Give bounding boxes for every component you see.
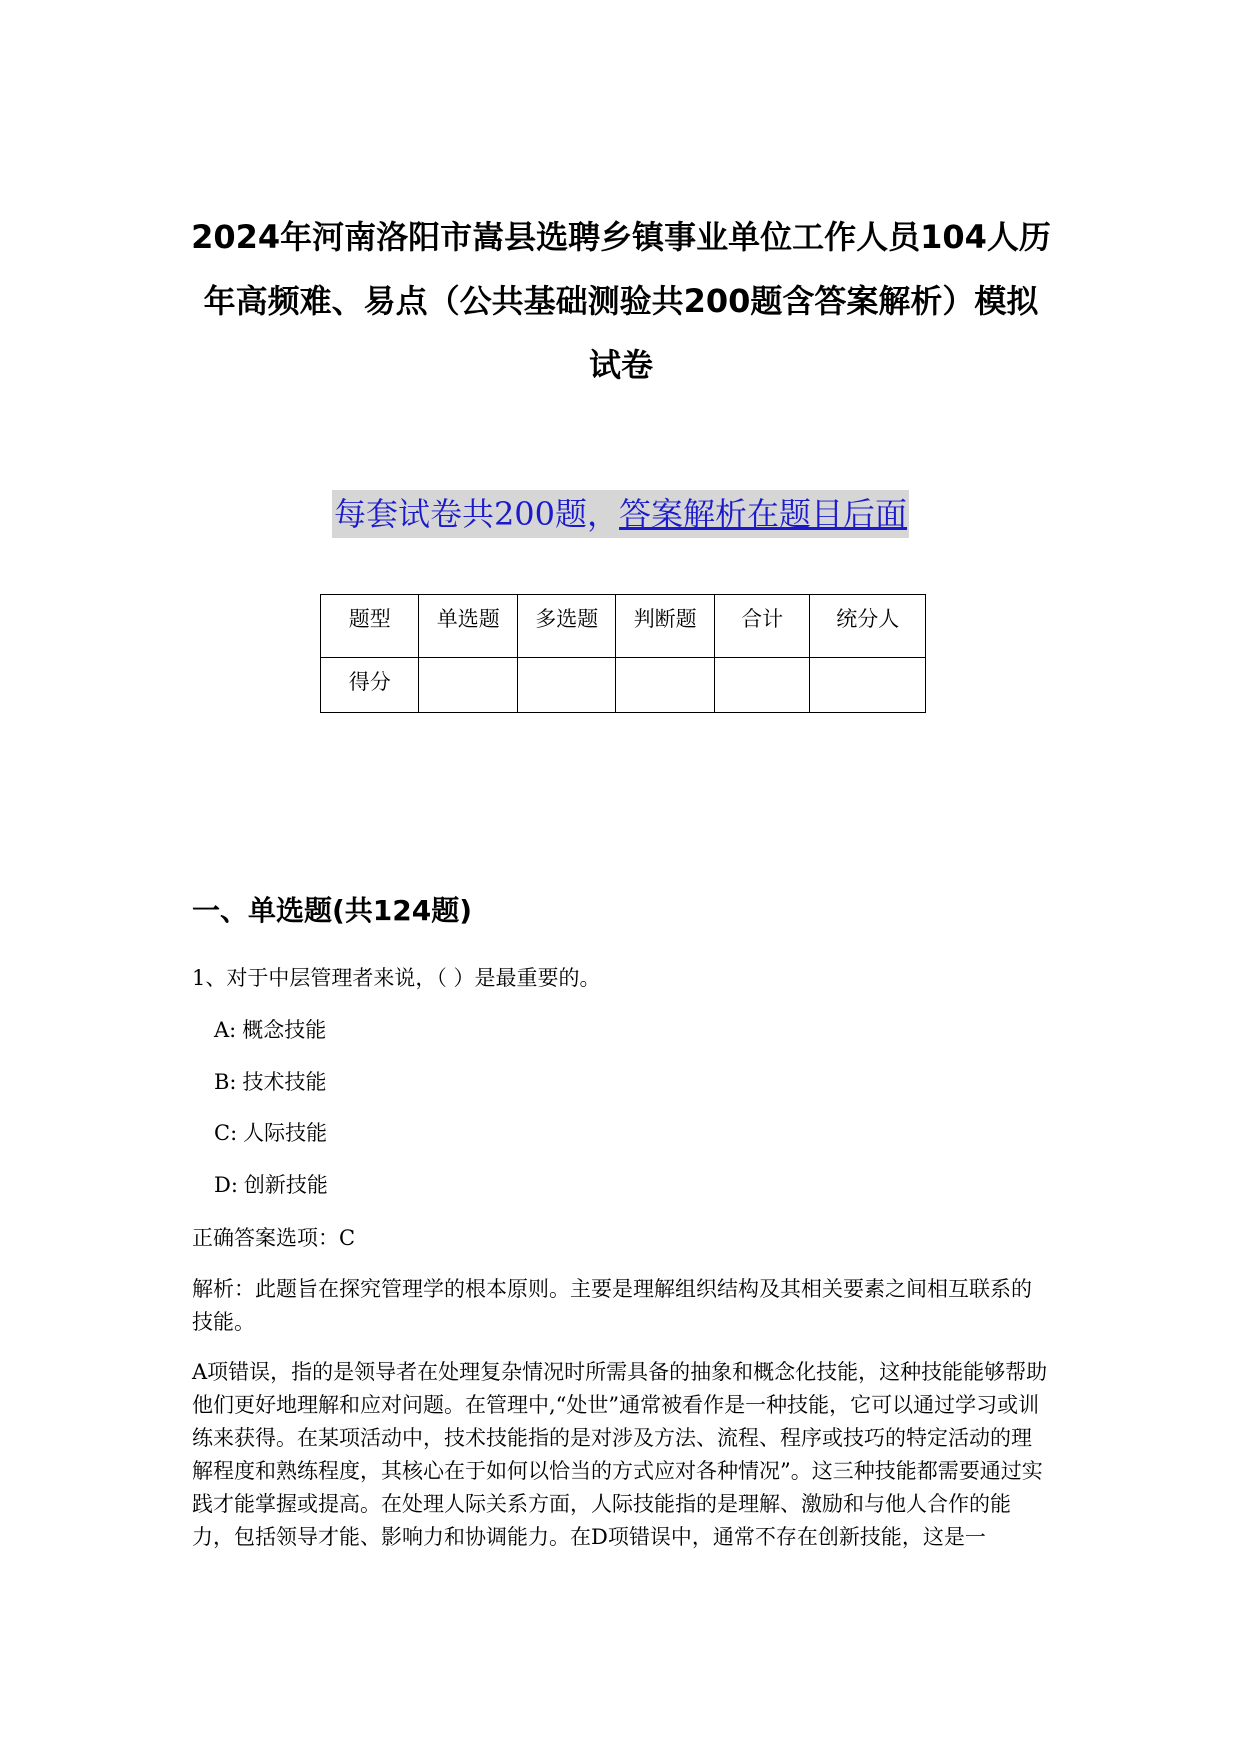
- score-cell: [616, 658, 714, 713]
- score-cell: [517, 658, 615, 713]
- option-b: [214, 1066, 1074, 1099]
- option-c: [214, 1117, 1074, 1150]
- banner-prefix: 每套试卷共200题，: [333, 495, 620, 533]
- analysis-paragraph: 解析：此题旨在探究管理学的根本原则。主要是理解组织结构及其相关要素之间相互联系的技能。: [192, 1277, 1032, 1334]
- banner-link[interactable]: 答案解析在题目后面: [619, 495, 908, 533]
- option-text: 人际技能: [243, 1121, 328, 1145]
- correct-answer: 正确答案选项：C: [192, 1226, 356, 1250]
- section-heading: 一、单选题(共124题): [192, 894, 473, 927]
- option-key: B:: [214, 1070, 237, 1094]
- question-stem: 1、对于中层管理者来说，（ ）是最重要的。: [192, 966, 601, 990]
- score-cell: [419, 658, 517, 713]
- score-table: [320, 594, 926, 713]
- option-text: 技术技能: [242, 1070, 327, 1094]
- score-cell: [810, 658, 926, 713]
- option-text: 概念技能: [242, 1018, 327, 1042]
- detail-paragraph: A项错误，指的是领导者在处理复杂情况时所需具备的抽象和概念化技能，这种技能能够帮助他们更好地理解和应对问题。在管理中,“处世”通常被看作是一种技能，它可以通过学习或训练来获得。在某项活动中，技术技能指的是对涉及方法、流程、程序或技巧的特定活动的理解程度和熟练程度，其核心在于如何以恰当的方式应对各种情况”。这三种技能都需要通过实践才能掌握或提高。在处理人际关系方面，人际技能指的是理解、激励和与他人合作的能力，包括领导才能、影响力和协调能力。在D项错误中，通常不存在创新技能，这是一: [192, 1360, 1048, 1549]
- score-row-label: 得分: [321, 658, 419, 713]
- header-cell-type: 题型: [321, 595, 419, 658]
- option-key: D:: [214, 1173, 238, 1197]
- option-text: 创新技能: [243, 1173, 328, 1197]
- header-cell-judge: 判断题: [616, 595, 714, 658]
- title-line-2: 年高频难、易点（公共基础测验共200题含答案解析）模拟: [203, 282, 1039, 320]
- option-a: [214, 1014, 1074, 1047]
- header-cell-multi: 多选题: [517, 595, 615, 658]
- document-title: [186, 205, 1056, 397]
- banner-container: [0, 490, 1241, 538]
- score-table-score-row: [321, 658, 926, 713]
- score-cell: [714, 658, 809, 713]
- title-line-1: 2024年河南洛阳市嵩县选聘乡镇事业单位工作人员104人历: [191, 218, 1051, 256]
- header-cell-total: 合计: [714, 595, 809, 658]
- title-line-3: 试卷: [588, 346, 653, 384]
- option-d: [214, 1169, 1074, 1202]
- header-cell-scorer: 统分人: [810, 595, 926, 658]
- header-cell-single: 单选题: [419, 595, 517, 658]
- score-table-header-row: [321, 595, 926, 658]
- banner: [332, 490, 909, 538]
- option-key: A:: [214, 1018, 237, 1042]
- option-key: C:: [214, 1121, 238, 1145]
